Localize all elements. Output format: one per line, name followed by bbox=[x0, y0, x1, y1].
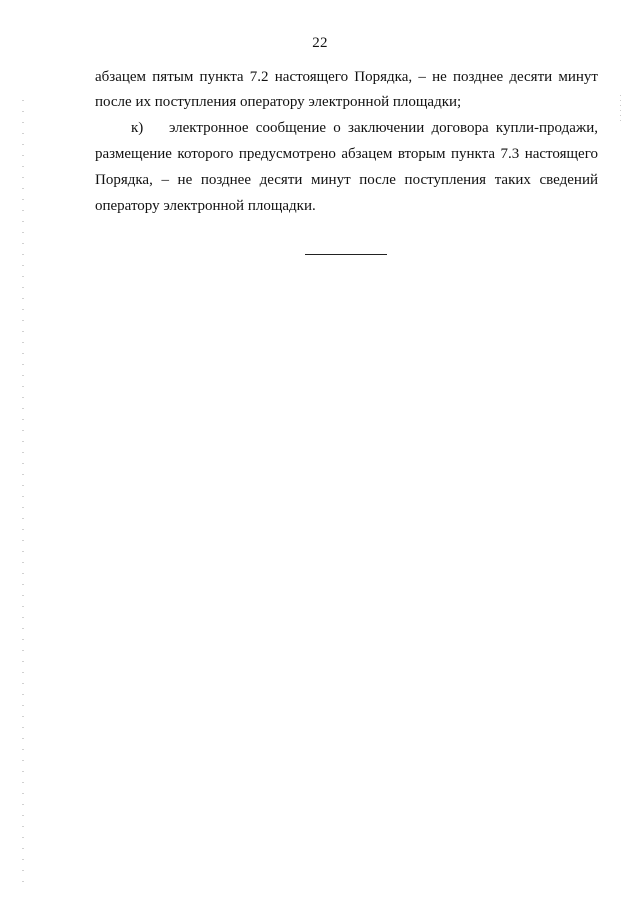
end-separator-line bbox=[305, 254, 387, 255]
page-number: 22 bbox=[312, 35, 328, 51]
paragraph-line: Порядка, – не позднее десяти минут после поступления таких сведений bbox=[95, 172, 598, 188]
paragraph-line: оператору электронной площадки. bbox=[95, 198, 316, 214]
list-item-first-line: электронное сообщение о заключении договора купли-продажи, bbox=[169, 120, 598, 136]
scan-artifact-right bbox=[620, 95, 621, 125]
paragraph-line: абзацем пятым пункта 7.2 настоящего Порядка, – не позднее десяти минут bbox=[95, 69, 598, 85]
list-item-marker: к) bbox=[131, 120, 144, 136]
paragraph-line: после их поступления оператору электронной площадки; bbox=[95, 94, 462, 110]
scan-artifact-left bbox=[22, 100, 24, 890]
paragraph-line: размещение которого предусмотрено абзацем вторым пункта 7.3 настоящего bbox=[95, 146, 598, 162]
